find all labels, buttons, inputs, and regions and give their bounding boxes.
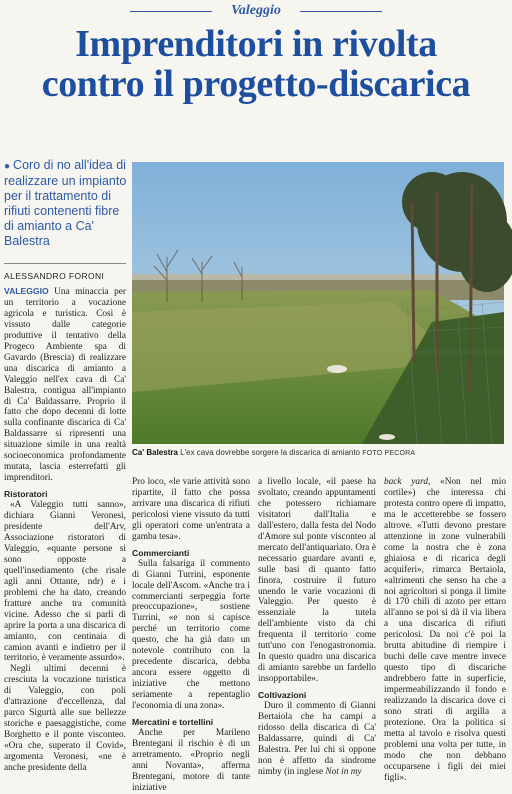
- paragraph: [258, 701, 376, 778]
- caption-place: Ca' Balestra: [132, 448, 178, 457]
- caption-text: L'ex cava dovrebbe sorgere la discarica di amianto: [177, 448, 363, 457]
- subheading-coltivazioni: Coltivazioni: [258, 690, 307, 701]
- subheading-commercianti: Commercianti: [132, 547, 190, 558]
- paragraph-text: Duro il commento di Gianni Bertaiola che ha campi a ridosso della discarica di Ca' Baldassarre, quindi di Ca' Balestra. Per lui chi si oppone non è affetto da sindrome nimby (in inglese: [258, 701, 376, 777]
- caption-credit: FOTO PECORA: [362, 450, 416, 457]
- article-photo: [132, 162, 504, 444]
- paragraph: Pro loco, «le varie attività sono ripartite, il fatto che possa arrivare una discarica di rifiuti pericolosi viene vissuto da tutti gli operatori come un'entrata a gamba tesa».: [132, 477, 250, 542]
- article-column-1: [4, 286, 126, 776]
- headline-line-1: Imprenditori in rivolta: [75, 23, 437, 65]
- article-column-4: [384, 477, 506, 783]
- article-column-2: [132, 477, 250, 793]
- article-summary: [4, 158, 128, 249]
- paragraph: [384, 477, 506, 784]
- author-divider: [4, 263, 126, 264]
- headline-line-2: contro il progetto-discarica: [41, 63, 471, 105]
- subheading-mercatini: Mercatini e tortellini: [132, 717, 214, 728]
- paragraph: Negli ultimi decenni è cresciuta la vocazione turistica di Valeggio, con poli d'attrazione d'eccellenza, dal parco Sigurtà alle sue bellezze storiche e paesaggistiche, come Borghetto e il ponte visconteo. «Ora che, superato il Covid», argomenta Veronesi, «ne è anche presidente della: [4, 664, 126, 773]
- lead-text: Una minaccia per un territorio a vocazione agricola e turistica. Così è vissuto dalle categorie produttive il tentativo della Progeco Ambiente spa di Gavardo (Brescia) di realizzare una discarica di amianto a Valeggio nell'ex cava di Ca' Balestra, contigua all'impianto di Ca' Baldassarre. Proprio il fatto che dopo decenni di lotte sulla confinante discarica di Ca' Baldassarre si ripresenti una situazione simile in una realtà socioeconomica profondamente mutata, lascia esterrefatti gli imprenditori.: [4, 287, 126, 484]
- paragraph: Anche per Marileno Brentegani il rischio è di un arretramento. «Proprio negli anni Novanta», afferma Brentegani, motore di tante iniziative: [132, 727, 250, 793]
- paragraph: «A Valeggio tutti sanno», dichiara Gianni Veronesi, presidente dell'Arv, Associazione ristoratori di Valeggio, «quante persone si sono opposte a quell'insediamento (che risale agli anni Ottante, ndr) e i problemi che ha dato, creando fratture anche tra comunità vicine. Adesso che si parli di aprire la porta a una discarica di amianto, con centinaia di camion avanti e indietro per il territorio, è veramente assurdo».: [4, 500, 126, 664]
- summary-text: Coro di no all'idea di realizzare un impianto per il trattamento di rifiuti contenenti fibre di amianto a Ca' Balestra: [4, 158, 127, 248]
- italic-text: Not in my: [325, 766, 362, 777]
- dateline-place: VALEGGIO: [4, 286, 49, 296]
- kicker-rule-right: [300, 11, 382, 12]
- photo-caption: [132, 448, 504, 457]
- article-column-3: [258, 477, 376, 777]
- section-kicker: Valeggio: [231, 3, 281, 18]
- landscape-illustration: [132, 162, 504, 444]
- author-byline: ALESSANDRO FORONI: [4, 271, 105, 281]
- paragraph-text: , «Non nel mio cortile») che interessa chi protesta contro opere di impatto, ma le accetterebbe se fossero altrove. «Tutti devono prestare attenzione in zone vulnerabili come la nostra che è zona ghiaiosa e di ricarica degli acquiferi», rimarca Bertaiola, «altrimenti che senso ha che a noi agricoltori si ponga il limite di 170 chili di azoto per ettaro all'anno se poi si dà il via libera a una discarica di rifiuti pericolosi. Da noi c'è poi la brutta abitudine di riempire i buchi delle cave mentre invece questo tipo di discariche andrebbero fatte in superficie, impermeabilizzando il fondo e realizzando la discarica dove ci sono strati di argilla a protezione. Ora la politica si metta al tavolo e risolva questi problemi una volta per tutte, in modo che non debbano occuparsene i figli dei miei figli».: [384, 477, 506, 783]
- bullet-icon: ●: [4, 161, 11, 172]
- italic-text: back yard: [384, 477, 428, 487]
- paragraph: [4, 286, 126, 484]
- headline: [0, 24, 512, 104]
- paragraph: a livello locale, «il paese ha svoltato, creando appuntamenti che potessero richiamare visitatori dall'Italia e dall'estero, dalla festa del Nodo d'Amore sul ponte visconteo al mercato dell'antiquariato. Ora è necessario guardare avanti e, sulle basi di quanto fatto finora, costruire il futuro unendo le varie vocazioni di Valeggio. Per questo è essenziale la tutela dell'ambiente visto da chi frequenta il territorio come tutt'uno con l'enogastronomia. In questo quadro una discarica di amianto sarebbe un fardello insopportabile».: [258, 477, 376, 685]
- paragraph: Sulla falsariga il commento di Gianni Turrini, esponente locale dell'Ascom. «Anche tra i commercianti serpeggia forte preoccupazione», sostiene Turrini, «e non si capisce perché un territorio come questo, che ha già dato un notevole contributo con la precedente discarica, debba ancora essere oggetto di iniziative che mettono seriamente a repentaglio l'economia di una zona».: [132, 558, 250, 712]
- subheading-ristoratori: Ristoratori: [4, 489, 48, 500]
